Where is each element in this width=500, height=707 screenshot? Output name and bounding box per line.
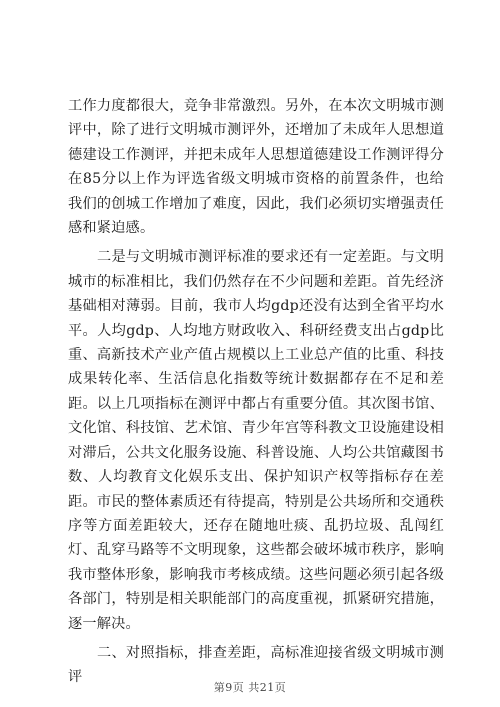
paragraph-continuation: 工作力度都很大，竞争非常激烈。另外，在本次文明城市测评中，除了进行文明城市测评外，还增加了未成年人思想道德建设工作测评，并把未成年人思想道德建设工作测评得分在85分以上作为评选省级文明城市资格的前置条件，也给我们的创城工作增加了难度，因此，我们必须切实增强责任感和紧迫感。 xyxy=(68,98,444,237)
section-heading: 二、对照指标，排查差距，高标准迎接省级文明城市测评 xyxy=(68,644,444,686)
page-footer: 第9页 共21页 xyxy=(213,681,287,694)
paragraph-gap-analysis: 二是与文明城市测评标准的要求还有一定差距。与文明城市的标准相比，我们仍然存在不少问题和差距。首先经济基础相对薄弱。目前，我市人均gdp还没有达到全省平均水平。人均gdp、人均地方财政收入、科研经费支出占gdp比重、高新技术产业产值占规模以上工业总产值的比重、科技成果转化率、生活信息化指数等统计数据都存在不足和差距。以上几项指标在测评中都占有重要分值。其次图书馆、文化馆、科技馆、艺术馆、青少年宫等科教文卫设施建设相对滞后，公共文化服务设施、科普设施、人均公共馆藏图书数、人均教育文化娱乐支出、保护知识产权等指标存在差距。市民的整体素质还有待提高，特别是公共场所和交通秩序等方面差距较大，还存在随地吐痰、乱扔垃圾、乱闯红灯、乱穿马路等不文明现象，这些都会破坏城市秩序，影响我市整体形象，影响我市考核成绩。这些问题必须引起各级各部门，特别是相关职能部门的高度重视，抓紧研究措施，逐一解决。 xyxy=(68,249,444,632)
document-body xyxy=(68,94,444,690)
